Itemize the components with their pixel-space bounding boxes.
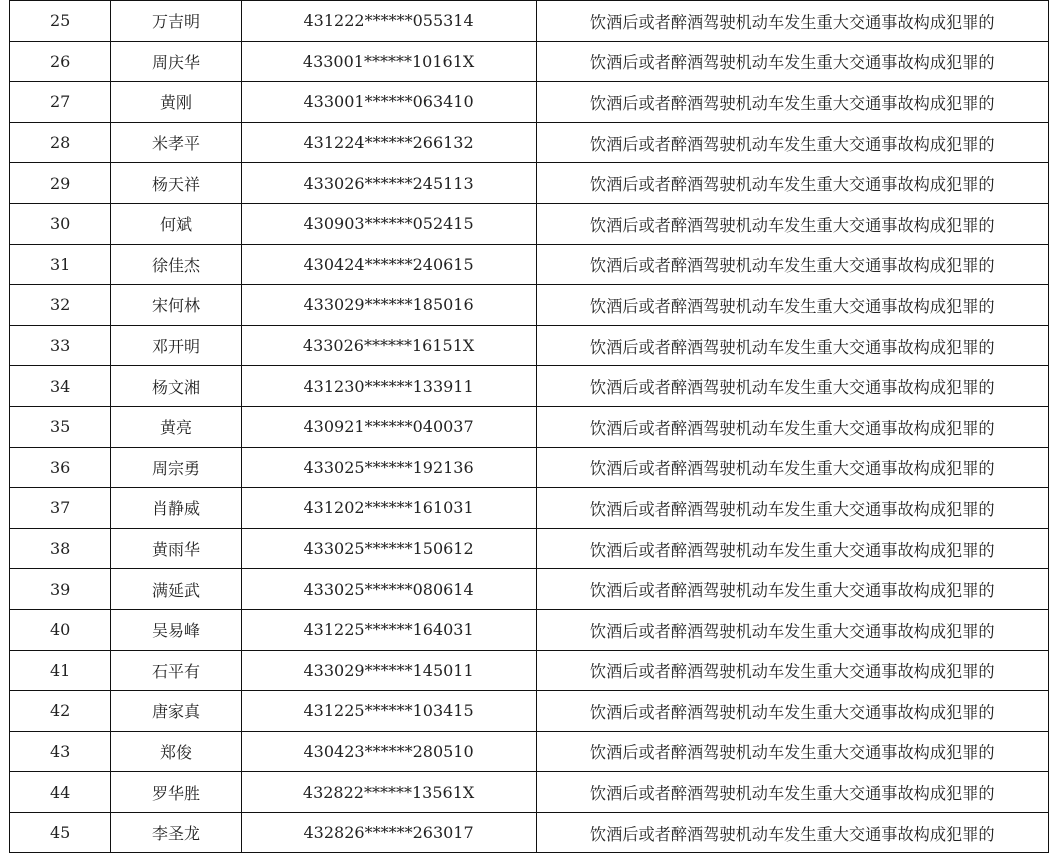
row-number-cell: 42 [10,691,111,732]
table-body [10,1,1049,853]
violation-reason-cell: 饮酒后或者醉酒驾驶机动车发生重大交通事故构成犯罪的 [536,609,1049,650]
person-name-cell: 宋何林 [111,285,241,326]
table-row [10,731,1049,772]
id-number-cell: 431225******103415 [241,691,536,732]
violation-reason-cell: 饮酒后或者醉酒驾驶机动车发生重大交通事故构成犯罪的 [536,528,1049,569]
violation-reason-cell: 饮酒后或者醉酒驾驶机动车发生重大交通事故构成犯罪的 [536,122,1049,163]
violation-reason-cell: 饮酒后或者醉酒驾驶机动车发生重大交通事故构成犯罪的 [536,812,1049,853]
table-row [10,122,1049,163]
table-row [10,528,1049,569]
person-name-cell: 唐家真 [111,691,241,732]
table-row [10,285,1049,326]
table-row [10,1,1049,42]
row-number-cell: 29 [10,163,111,204]
table-row [10,691,1049,732]
row-number-cell: 25 [10,1,111,42]
row-number-cell: 45 [10,812,111,853]
table-row [10,569,1049,610]
row-number-cell: 39 [10,569,111,610]
id-number-cell: 433001******10161X [241,41,536,82]
violation-reason-cell: 饮酒后或者醉酒驾驶机动车发生重大交通事故构成犯罪的 [536,772,1049,813]
person-name-cell: 米孝平 [111,122,241,163]
id-number-cell: 431224******266132 [241,122,536,163]
id-number-cell: 433029******145011 [241,650,536,691]
id-number-cell: 432826******263017 [241,812,536,853]
row-number-cell: 44 [10,772,111,813]
violation-reason-cell: 饮酒后或者醉酒驾驶机动车发生重大交通事故构成犯罪的 [536,406,1049,447]
table-row [10,163,1049,204]
person-name-cell: 黄雨华 [111,528,241,569]
table-row [10,488,1049,529]
table-row [10,82,1049,123]
id-number-cell: 431222******055314 [241,1,536,42]
person-name-cell: 黄亮 [111,406,241,447]
table-row [10,812,1049,853]
violation-table [9,0,1049,853]
id-number-cell: 433029******185016 [241,285,536,326]
violation-reason-cell: 饮酒后或者醉酒驾驶机动车发生重大交通事故构成犯罪的 [536,325,1049,366]
row-number-cell: 30 [10,203,111,244]
person-name-cell: 万吉明 [111,1,241,42]
table-row [10,772,1049,813]
violation-reason-cell: 饮酒后或者醉酒驾驶机动车发生重大交通事故构成犯罪的 [536,569,1049,610]
table-row [10,41,1049,82]
id-number-cell: 431230******133911 [241,366,536,407]
row-number-cell: 31 [10,244,111,285]
person-name-cell: 邓开明 [111,325,241,366]
person-name-cell: 肖静威 [111,488,241,529]
violation-reason-cell: 饮酒后或者醉酒驾驶机动车发生重大交通事故构成犯罪的 [536,163,1049,204]
row-number-cell: 36 [10,447,111,488]
table-row [10,650,1049,691]
violation-reason-cell: 饮酒后或者醉酒驾驶机动车发生重大交通事故构成犯罪的 [536,82,1049,123]
violation-reason-cell: 饮酒后或者醉酒驾驶机动车发生重大交通事故构成犯罪的 [536,488,1049,529]
table-row [10,609,1049,650]
id-number-cell: 430424******240615 [241,244,536,285]
id-number-cell: 432822******13561X [241,772,536,813]
person-name-cell: 杨天祥 [111,163,241,204]
row-number-cell: 27 [10,82,111,123]
person-name-cell: 周庆华 [111,41,241,82]
violation-reason-cell: 饮酒后或者醉酒驾驶机动车发生重大交通事故构成犯罪的 [536,244,1049,285]
row-number-cell: 34 [10,366,111,407]
row-number-cell: 43 [10,731,111,772]
id-number-cell: 433025******192136 [241,447,536,488]
id-number-cell: 430423******280510 [241,731,536,772]
violation-reason-cell: 饮酒后或者醉酒驾驶机动车发生重大交通事故构成犯罪的 [536,366,1049,407]
violation-reason-cell: 饮酒后或者醉酒驾驶机动车发生重大交通事故构成犯罪的 [536,1,1049,42]
id-number-cell: 433025******080614 [241,569,536,610]
person-name-cell: 郑俊 [111,731,241,772]
id-number-cell: 430921******040037 [241,406,536,447]
table-row [10,406,1049,447]
table-row [10,447,1049,488]
person-name-cell: 罗华胜 [111,772,241,813]
row-number-cell: 40 [10,609,111,650]
violation-reason-cell: 饮酒后或者醉酒驾驶机动车发生重大交通事故构成犯罪的 [536,731,1049,772]
row-number-cell: 41 [10,650,111,691]
person-name-cell: 李圣龙 [111,812,241,853]
id-number-cell: 433026******245113 [241,163,536,204]
violation-reason-cell: 饮酒后或者醉酒驾驶机动车发生重大交通事故构成犯罪的 [536,41,1049,82]
violation-reason-cell: 饮酒后或者醉酒驾驶机动车发生重大交通事故构成犯罪的 [536,691,1049,732]
row-number-cell: 37 [10,488,111,529]
person-name-cell: 石平有 [111,650,241,691]
id-number-cell: 431225******164031 [241,609,536,650]
row-number-cell: 26 [10,41,111,82]
person-name-cell: 徐佳杰 [111,244,241,285]
person-name-cell: 何斌 [111,203,241,244]
violation-reason-cell: 饮酒后或者醉酒驾驶机动车发生重大交通事故构成犯罪的 [536,285,1049,326]
id-number-cell: 433026******16151X [241,325,536,366]
row-number-cell: 38 [10,528,111,569]
row-number-cell: 35 [10,406,111,447]
violation-reason-cell: 饮酒后或者醉酒驾驶机动车发生重大交通事故构成犯罪的 [536,203,1049,244]
row-number-cell: 32 [10,285,111,326]
violation-reason-cell: 饮酒后或者醉酒驾驶机动车发生重大交通事故构成犯罪的 [536,650,1049,691]
person-name-cell: 黄刚 [111,82,241,123]
id-number-cell: 433001******063410 [241,82,536,123]
person-name-cell: 周宗勇 [111,447,241,488]
person-name-cell: 杨文湘 [111,366,241,407]
person-name-cell: 满延武 [111,569,241,610]
id-number-cell: 433025******150612 [241,528,536,569]
table-row [10,203,1049,244]
table-row [10,325,1049,366]
row-number-cell: 33 [10,325,111,366]
id-number-cell: 430903******052415 [241,203,536,244]
id-number-cell: 431202******161031 [241,488,536,529]
violation-reason-cell: 饮酒后或者醉酒驾驶机动车发生重大交通事故构成犯罪的 [536,447,1049,488]
person-name-cell: 吴易峰 [111,609,241,650]
row-number-cell: 28 [10,122,111,163]
table-row [10,244,1049,285]
table-row [10,366,1049,407]
